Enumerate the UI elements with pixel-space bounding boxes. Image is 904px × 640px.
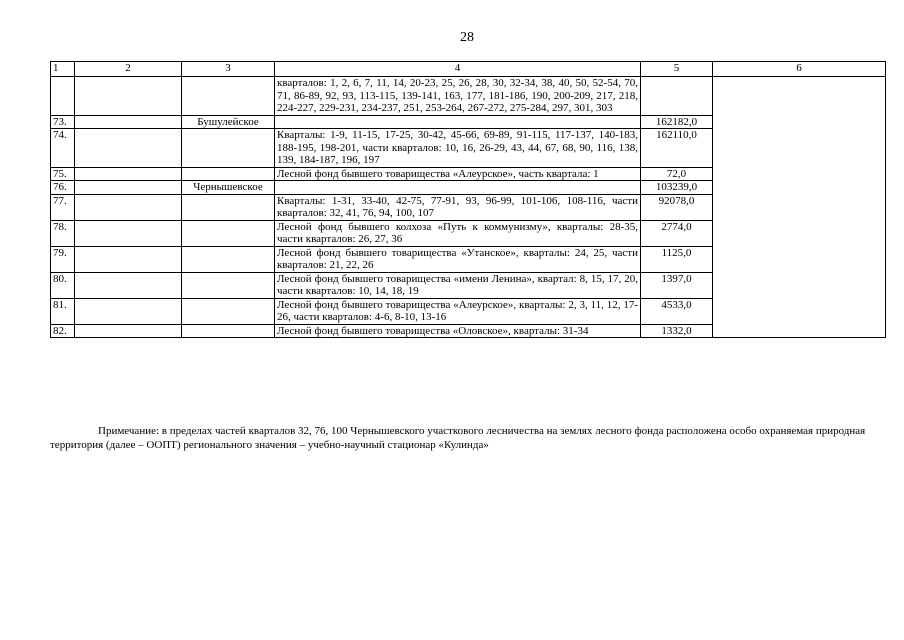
row-description: Лесной фонд бывшего колхоза «Путь к коммунизму», кварталы: 28-35, части кварталов: 26, 27, 36 (275, 220, 641, 246)
header-col-4: 4 (275, 62, 641, 77)
row-area: 103239,0 (641, 181, 713, 195)
row-number: 74. (51, 129, 75, 168)
row-description: Лесной фонд бывшего товарищества «Утанское», кварталы: 24, 25, части кварталов: 21, 22, 26 (275, 246, 641, 272)
forest-fund-table (50, 61, 886, 338)
row-col-2 (75, 115, 182, 129)
row-number: 75. (51, 167, 75, 181)
row-number: 78. (51, 220, 75, 246)
row-description: кварталов: 1, 2, 6, 7, 11, 14, 20-23, 25, 26, 28, 30, 32-34, 38, 40, 50, 52-54, 70, 71, 86-89, 92, 93, 113-115, 139-141, 163, 177, 181-186, 190, 200-209, 217, 218, 224-227, 229-231, 234-237, 251, 253-264, 267-272, 275-284, 297, 301, 303 (275, 77, 641, 116)
row-area: 162182,0 (641, 115, 713, 129)
row-area: 92078,0 (641, 194, 713, 220)
row-col-2 (75, 167, 182, 181)
row-description (275, 181, 641, 195)
row-number: 81. (51, 298, 75, 324)
row-col-2 (75, 246, 182, 272)
row-number: 80. (51, 272, 75, 298)
row-area: 162110,0 (641, 129, 713, 168)
row-col-2 (75, 129, 182, 168)
row-district (182, 220, 275, 246)
header-col-3: 3 (182, 62, 275, 77)
row-area: 4533,0 (641, 298, 713, 324)
row-description: Лесной фонд бывшего товарищества «имени Ленина», квартал: 8, 15, 17, 20, части кварталов: 10, 14, 18, 19 (275, 272, 641, 298)
row-col-2 (75, 324, 182, 338)
row-district (182, 298, 275, 324)
header-col-5: 5 (641, 62, 713, 77)
row-description: Кварталы: 1-9, 11-15, 17-25, 30-42, 45-66, 69-89, 91-115, 117-137, 140-183, 188-195, 198-201, части кварталов: 10, 16, 26-29, 43, 44, 67, 68, 90, 116, 138, 139, 184-187, 196, 197 (275, 129, 641, 168)
header-col-6: 6 (713, 62, 886, 77)
header-col-1: 1 (51, 62, 75, 77)
table-note: Примечание: в пределах частей кварталов 32, 76, 100 Чернышевского участкового лесничества на землях лесного фонда расположена особо охраняемая природная территория (далее – ООПТ) регионального значения – учебно-научный стационар «Кулинда» (50, 425, 866, 451)
header-col-2: 2 (75, 62, 182, 77)
row-district (182, 324, 275, 338)
row-area: 72,0 (641, 167, 713, 181)
row-col-2 (75, 220, 182, 246)
row-district: Бушулейское (182, 115, 275, 129)
row-area: 1332,0 (641, 324, 713, 338)
row-number: 79. (51, 246, 75, 272)
row-district (182, 129, 275, 168)
row-number: 77. (51, 194, 75, 220)
row-district (182, 272, 275, 298)
row-col-2 (75, 181, 182, 195)
row-description: Лесной фонд бывшего товарищества «Алеурское», кварталы: 2, 3, 11, 12, 17-26, части кварталов: 4-6, 8-10, 13-16 (275, 298, 641, 324)
row-number (51, 77, 75, 116)
row-district (182, 246, 275, 272)
row-description: Лесной фонд бывшего товарищества «Алеурское», часть квартала: 1 (275, 167, 641, 181)
row-col-2 (75, 272, 182, 298)
row-description: Лесной фонд бывшего товарищества «Оловское», кварталы: 31-34 (275, 324, 641, 338)
row-description (275, 115, 641, 129)
page-number: 28 (460, 30, 474, 45)
row-description: Кварталы: 1-31, 33-40, 42-75, 77-91, 93, 96-99, 101-106, 108-116, части кварталов: 32, 41, 76, 94, 100, 107 (275, 194, 641, 220)
column-6-merged-cell (713, 77, 886, 338)
row-area (641, 77, 713, 116)
row-col-2 (75, 194, 182, 220)
row-col-2 (75, 77, 182, 116)
row-area: 1397,0 (641, 272, 713, 298)
table-row (51, 77, 886, 116)
row-number: 76. (51, 181, 75, 195)
table-header-row (51, 62, 886, 77)
row-area: 2774,0 (641, 220, 713, 246)
row-district (182, 77, 275, 116)
row-district: Чернышевское (182, 181, 275, 195)
row-col-2 (75, 298, 182, 324)
row-area: 1125,0 (641, 246, 713, 272)
row-number: 82. (51, 324, 75, 338)
row-district (182, 167, 275, 181)
row-number: 73. (51, 115, 75, 129)
row-district (182, 194, 275, 220)
